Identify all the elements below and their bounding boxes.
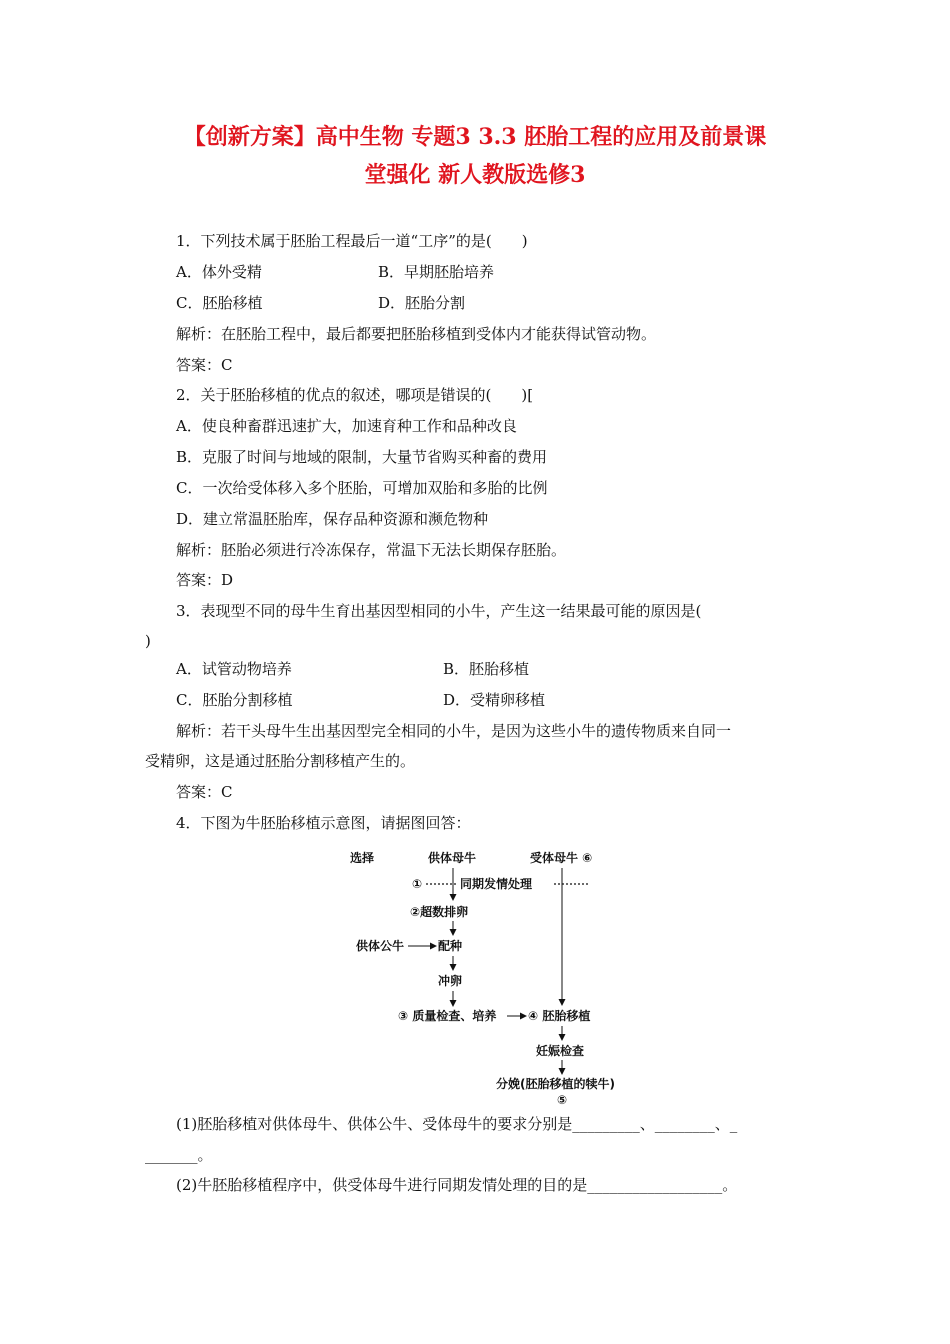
q2-stem: 2．关于胚胎移植的优点的叙述，哪项是错误的( )[ (176, 386, 534, 404)
diagram-step-4: ④ 胚胎移植 (528, 1009, 591, 1023)
q3-stem-line-2: ) (145, 632, 151, 650)
q1-analysis: 解析：在胚胎工程中，最后都要把胚胎移植到受体内才能获得试管动物。 (176, 325, 657, 343)
diagram-donor-bull-label: 供体公牛 (356, 939, 405, 953)
title-line-2: 堂强化 新人教版选修3 (364, 162, 586, 188)
q3-stem-line-1: 3．表现型不同的母牛生育出基因型相同的小牛，产生这一结果最可能的原因是( (176, 602, 702, 620)
diagram-flush-label: 冲卵 (438, 974, 463, 988)
q3-option-b: B．胚胎移植 (443, 660, 530, 678)
q1-option-c: C．胚胎移植 (176, 294, 263, 312)
q3-option-a: A．试管动物培养 (176, 660, 292, 678)
q2-option-b: B．克服了时间与地域的限制，大量节省购买种畜的费用 (176, 448, 548, 466)
diagram-sync-label: 同期发情处理 (460, 877, 533, 891)
diagram-pregnancy-check-label: 妊娠检查 (536, 1044, 585, 1058)
page-title (120, 118, 830, 194)
q2-answer: 答案：D (176, 571, 234, 589)
diagram-step-2: ②超数排卵 (410, 905, 469, 919)
q3-option-d: D．受精卵移植 (443, 691, 546, 709)
diagram-mating-label: 配种 (438, 939, 463, 953)
q1-option-b: B．早期胚胎培养 (378, 263, 495, 281)
q3-option-c: C．胚胎分割移植 (176, 691, 293, 709)
diagram-step-3: ③ 质量检查、培养 (398, 1009, 497, 1023)
q4-sub1-line-1: (1)胚胎移植对供体母牛、供体公牛、受体母牛的要求分别是_________、________、_ (176, 1115, 738, 1133)
diagram-donor-cow-label: 供体母牛 (428, 851, 477, 865)
q2-option-a: A．使良种畜群迅速扩大，加速育种工作和品种改良 (176, 417, 517, 435)
q1-option-a: A．体外受精 (176, 263, 262, 281)
q1-option-d: D．胚胎分割 (378, 294, 466, 312)
q3-analysis-line-1: 解析：若干头母牛生出基因型完全相同的小牛，是因为这些小牛的遗传物质来自同一 (176, 722, 732, 740)
q2-option-d: D．建立常温胚胎库，保存品种资源和濒危物种 (176, 510, 489, 528)
q2-analysis: 解析：胚胎必须进行冷冻保存，常温下无法长期保存胚胎。 (176, 541, 567, 559)
q1-answer: 答案：C (176, 356, 233, 374)
title-line-1: 【创新方案】高中生物 专题3 3.3 胚胎工程的应用及前景课 (183, 124, 767, 150)
diagram-birth-label: 分娩(胚胎移植的犊牛) (496, 1077, 615, 1091)
q4-sub1-line-2: _______。 (145, 1146, 213, 1164)
q1-stem: 1．下列技术属于胚胎工程最后一道“工序”的是( ) (176, 232, 528, 250)
q4-sub2: (2)牛胚胎移植程序中，供受体母牛进行同期发情处理的目的是__________________。 (176, 1176, 738, 1194)
q3-answer: 答案：C (176, 783, 233, 801)
diagram-select-label: 选择 (350, 851, 375, 865)
diagram-step-1: ① (412, 877, 423, 891)
diagram-recipient-cow-label: 受体母牛 ⑥ (530, 851, 593, 865)
q4-stem: 4．下图为牛胚胎移植示意图，请据图回答： (176, 814, 471, 832)
diagram-step-5: ⑤ (557, 1093, 568, 1107)
embryo-transfer-diagram (340, 840, 660, 1108)
q2-option-c: C．一次给受体移入多个胚胎，可增加双胎和多胎的比例 (176, 479, 548, 497)
q3-analysis-line-2: 受精卵，这是通过胚胎分割移植产生的。 (145, 752, 416, 770)
